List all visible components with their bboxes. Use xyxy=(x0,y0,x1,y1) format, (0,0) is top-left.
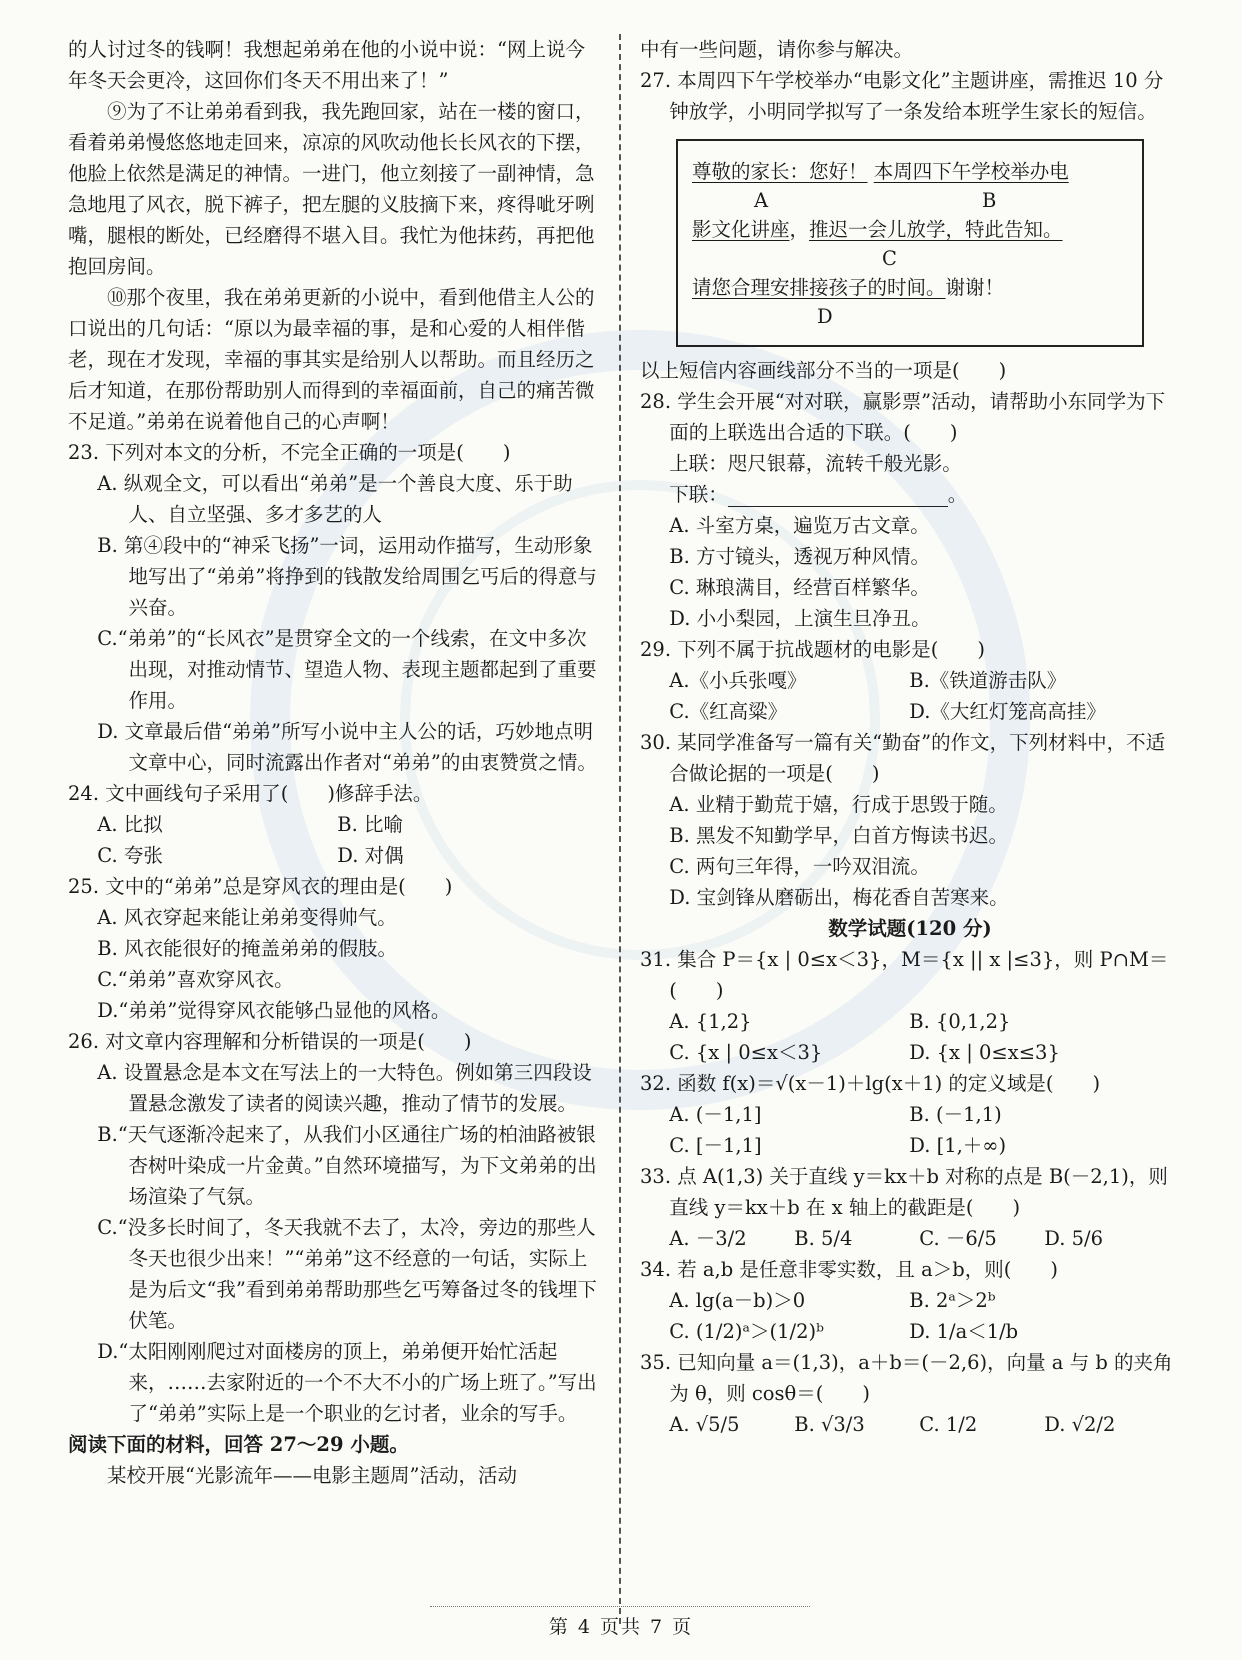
q27-stem: 以上短信内容画线部分不当的一项是( ) xyxy=(640,359,1007,382)
q34-option-c: C. (1/2)ᵃ＞(1/2)ᵇ xyxy=(669,1320,824,1343)
page-number-footer: 第 4 页共 7 页 xyxy=(548,1616,694,1638)
sms-line-2: 影文化讲座，推迟一会儿放学，特此告知。 xyxy=(692,218,1063,241)
q23-option-c: C.“弟弟”的“长风衣”是贯穿全文的一个线索，在文中多次出现，对推动情节、望造人物、表现主题都起到了重要作用。 xyxy=(97,627,597,712)
sms-labels-ab xyxy=(692,186,1142,215)
q31-option-a: A. {1,2} xyxy=(669,1010,752,1033)
question-24: 24. 文中画线句子采用了( )修辞手法。 xyxy=(68,782,433,805)
q28-option-c: C. 琳琅满目，经营百样繁华。 xyxy=(669,576,930,599)
q29-options-row1 xyxy=(640,665,1180,696)
q28-upper-couplet: 上联：咫尺银幕，流转千般光影。 xyxy=(669,452,962,475)
q23-option-b: B. 第④段中的“神采飞扬”一词，运用动作描写，生动形象地写出了“弟弟”将挣到的钱散发给周围乞丐后的得意与兴奋。 xyxy=(97,534,597,619)
q28-option-a: A. 斗室方桌，遍览万古文章。 xyxy=(669,514,930,537)
sms-label-b: B xyxy=(982,189,997,212)
sms-labels-c xyxy=(692,244,1142,273)
q34-option-d: D. 1/a＜1/b xyxy=(909,1320,1019,1343)
sms-label-d: D xyxy=(817,305,833,328)
footer-rule xyxy=(430,1606,810,1607)
question-35: 35. 已知向量 a＝(1,3)，a＋b＝(－2,6)，向量 a 与 b 的夹角为 θ，则 cosθ＝( ) xyxy=(640,1351,1173,1405)
q29-option-d: D.《大红灯笼高高挂》 xyxy=(909,700,1106,723)
question-29: 29. 下列不属于抗战题材的电影是( ) xyxy=(640,638,985,661)
q32-option-d: D. [1,＋∞) xyxy=(909,1134,1007,1157)
q26-option-a: A. 设置悬念是本文在写法上的一大特色。例如第三四段设置悬念激发了读者的阅读兴趣，推动了情节的发展。 xyxy=(97,1061,592,1115)
q23-option-a: A. 纵观全文，可以看出“弟弟”是一个善良大度、乐于助人、自立坚强、多才多艺的人 xyxy=(97,472,573,526)
sms-line-1 xyxy=(692,157,1142,186)
q26-option-d: D.“太阳刚刚爬过对面楼房的顶上，弟弟便开始忙活起来，……去家附近的一个不大不小的广场上班了。”写出了“弟弟”实际上是一个职业的乞讨者，业余的写手。 xyxy=(97,1340,597,1425)
q24-option-d: D. 对偶 xyxy=(337,844,404,867)
q29-options-row2 xyxy=(640,696,1180,727)
sms-label-a: A xyxy=(754,189,769,212)
q35-option-d: D. √2/2 xyxy=(1044,1413,1116,1436)
q35-option-c: C. 1/2 xyxy=(919,1413,978,1436)
q31-options-row1 xyxy=(640,1006,1180,1037)
q32-option-c: C. [－1,1] xyxy=(669,1134,762,1157)
q26-option-b: B.“天气逐渐冷起来了，从我们小区通往广场的柏油路被银杏树叶染成一片金黄。”自然环境描写，为下文弟弟的出场渲染了气氛。 xyxy=(97,1123,597,1208)
left-column xyxy=(68,34,598,1491)
q26-option-c: C.“没多长时间了，冬天我就不去了，太冷，旁边的那些人冬天也很少出来！”“弟弟”这不经意的一句话，实际上是为后文“我”看到弟弟帮助那些乞丐筹备过冬的钱埋下伏笔。 xyxy=(97,1216,597,1332)
question-33: 33. 点 A(1,3) 关于直线 y＝kx＋b 对称的点是 B(－2,1)，则直线 y＝kx＋b 在 x 轴上的截距是( ) xyxy=(640,1165,1168,1219)
q33-option-b: B. 5/4 xyxy=(794,1227,853,1250)
q33-option-c: C. －6/5 xyxy=(919,1227,997,1250)
q25-option-c: C.“弟弟”喜欢穿风衣。 xyxy=(97,968,294,991)
sms-message-box xyxy=(676,139,1144,347)
q32-options-row1 xyxy=(640,1099,1180,1130)
q29-option-b: B.《铁道游击队》 xyxy=(909,669,1067,692)
sms-segment-a: 尊敬的家长：您好！ xyxy=(692,160,868,183)
question-27: 27. 本周四下午学校举办“电影文化”主题讲座，需推迟 10 分钟放学，小明同学拟写了一条发给本班学生家长的短信。 xyxy=(640,69,1164,123)
sms-segment-d: 请您合理安排接孩子的时间。 xyxy=(692,276,946,299)
q30-option-a: A. 业精于勤荒于嬉，行成于思毁于随。 xyxy=(669,793,1008,816)
q29-option-c: C.《红高粱》 xyxy=(669,700,788,723)
q34-options-row2 xyxy=(640,1316,1180,1347)
q28-lower-couplet: 下联： 。 xyxy=(669,483,968,506)
q24-option-c: C. 夸张 xyxy=(97,844,163,867)
q31-option-b: B. {0,1,2} xyxy=(909,1010,1011,1033)
sms-line-3 xyxy=(692,273,1142,302)
q34-option-a: A. lg(a－b)＞0 xyxy=(669,1289,806,1312)
q33-options xyxy=(640,1223,1180,1254)
question-31: 31. 集合 P＝{x | 0≤x＜3}，M＝{x || x |≤3}，则 P∩M＝( ) xyxy=(640,948,1169,1002)
q30-option-c: C. 两句三年得，一吟双泪流。 xyxy=(669,855,930,878)
q32-option-b: B. (－1,1) xyxy=(909,1103,1002,1126)
question-23: 23. 下列对本文的分析，不完全正确的一项是( ) xyxy=(68,441,511,464)
q24-options-row1 xyxy=(68,809,598,840)
sms-labels-d xyxy=(692,302,1142,331)
q28-lower-label: 下联： xyxy=(669,483,728,506)
q23-option-d: D. 文章最后借“弟弟”所写小说中主人公的话，巧妙地点明文章中心，同时流露出作者对“弟弟”的由衷赞赏之情。 xyxy=(97,720,597,774)
q28-option-d: D. 小小梨园，上演生旦净丑。 xyxy=(669,607,931,630)
paragraph-10: ⑩那个夜里，我在弟弟更新的小说中，看到他借主人公的口说出的几句话：“原以为最幸福的事，是和心爱的人相伴偕老，现在才发现，幸福的事其实是给别人以帮助。而且经历之后才知道，在那份帮助别人而得到的幸福面前，自己的痛苦微不足道。”弟弟在说着他自己的心声啊！ xyxy=(68,286,595,433)
right-column xyxy=(640,34,1180,1440)
q35-option-b: B. √3/3 xyxy=(794,1413,865,1436)
sms-segment-c: 推迟一会儿放学，特此告知。 xyxy=(809,218,1063,241)
sms-segment-b-cont: 影文化讲座 xyxy=(692,218,790,241)
q34-option-b: B. 2ᵃ＞2ᵇ xyxy=(909,1289,996,1312)
q33-option-a: A. －3/2 xyxy=(669,1227,747,1250)
question-32: 32. 函数 f(x)＝√(x－1)＋lg(x＋1) 的定义域是( ) xyxy=(640,1072,1101,1095)
q25-option-a: A. 风衣穿起来能让弟弟变得帅气。 xyxy=(97,906,397,929)
sms-label-c: C xyxy=(882,247,897,270)
q28-option-b: B. 方寸镜头，透视万种风情。 xyxy=(669,545,930,568)
section-heading: 阅读下面的材料，回答 27～29 小题。 xyxy=(68,1433,409,1456)
q30-option-d: D. 宝剑锋从磨砺出，梅花香自苦寒来。 xyxy=(669,886,1009,909)
q31-option-d: D. {x | 0≤x≤3} xyxy=(909,1041,1060,1064)
question-25: 25. 文中的“弟弟”总是穿风衣的理由是( ) xyxy=(68,875,453,898)
question-28: 28. 学生会开展“对对联，赢影票”活动，请帮助小东同学为下面的上联选出合适的下联。( ) xyxy=(640,390,1166,444)
q30-option-b: B. 黑发不知勤学早，白首方悔读书迟。 xyxy=(669,824,1008,847)
paragraph-continued: 的人讨过冬的钱啊！我想起弟弟在他的小说中说：“网上说今年冬天会更冷，这回你们冬天不用出来了！” xyxy=(68,38,585,92)
q28-answer-blank xyxy=(728,484,948,507)
question-30: 30. 某同学准备写一篇有关“勤奋”的作文，下列材料中，不适合做论据的一项是( ) xyxy=(640,731,1166,785)
q24-options-row2 xyxy=(68,840,598,871)
q29-option-a: A.《小兵张嘎》 xyxy=(669,669,807,692)
sms-closing: 谢谢！ xyxy=(945,276,1005,299)
q35-option-a: A. √5/5 xyxy=(669,1413,740,1436)
q25-option-d: D.“弟弟”觉得穿风衣能够凸显他的风格。 xyxy=(97,999,451,1022)
math-section-title: 数学试题(120 分) xyxy=(828,917,992,940)
material-intro-continued: 中有一些问题，请你参与解决。 xyxy=(640,38,914,61)
sms-segment-b: 本周四下午学校举办电 xyxy=(873,160,1069,183)
q31-options-row2 xyxy=(640,1037,1180,1068)
q34-options-row1 xyxy=(640,1285,1180,1316)
q31-option-c: C. {x | 0≤x＜3} xyxy=(669,1041,823,1064)
q24-option-a: A. 比拟 xyxy=(97,813,163,836)
q35-options xyxy=(640,1409,1180,1440)
q32-options-row2 xyxy=(640,1130,1180,1161)
paragraph-9: ⑨为了不让弟弟看到我，我先跑回家，站在一楼的窗口，看着弟弟慢悠悠地走回来，凉凉的风吹动他长长风衣的下摆，他脸上依然是满足的神情。一进门，他立刻接了一副神情，急急地甩了风衣，脱下裤子，把左腿的义肢摘下来，疼得呲牙咧嘴，腿根的断处，已经磨得不堪入目。我忙为他抹药，再把他抱回房间。 xyxy=(68,100,595,278)
q33-option-d: D. 5/6 xyxy=(1044,1227,1103,1250)
question-26: 26. 对文章内容理解和分析错误的一项是( ) xyxy=(68,1030,472,1053)
column-divider xyxy=(619,34,621,1624)
material-intro: 某校开展“光影流年——电影主题周”活动，活动 xyxy=(107,1464,517,1487)
q25-option-b: B. 风衣能很好的掩盖弟弟的假肢。 xyxy=(97,937,397,960)
question-34: 34. 若 a,b 是任意非零实数，且 a＞b，则( ) xyxy=(640,1258,1058,1281)
q24-option-b: B. 比喻 xyxy=(337,813,403,836)
q32-option-a: A. (－1,1] xyxy=(669,1103,762,1126)
